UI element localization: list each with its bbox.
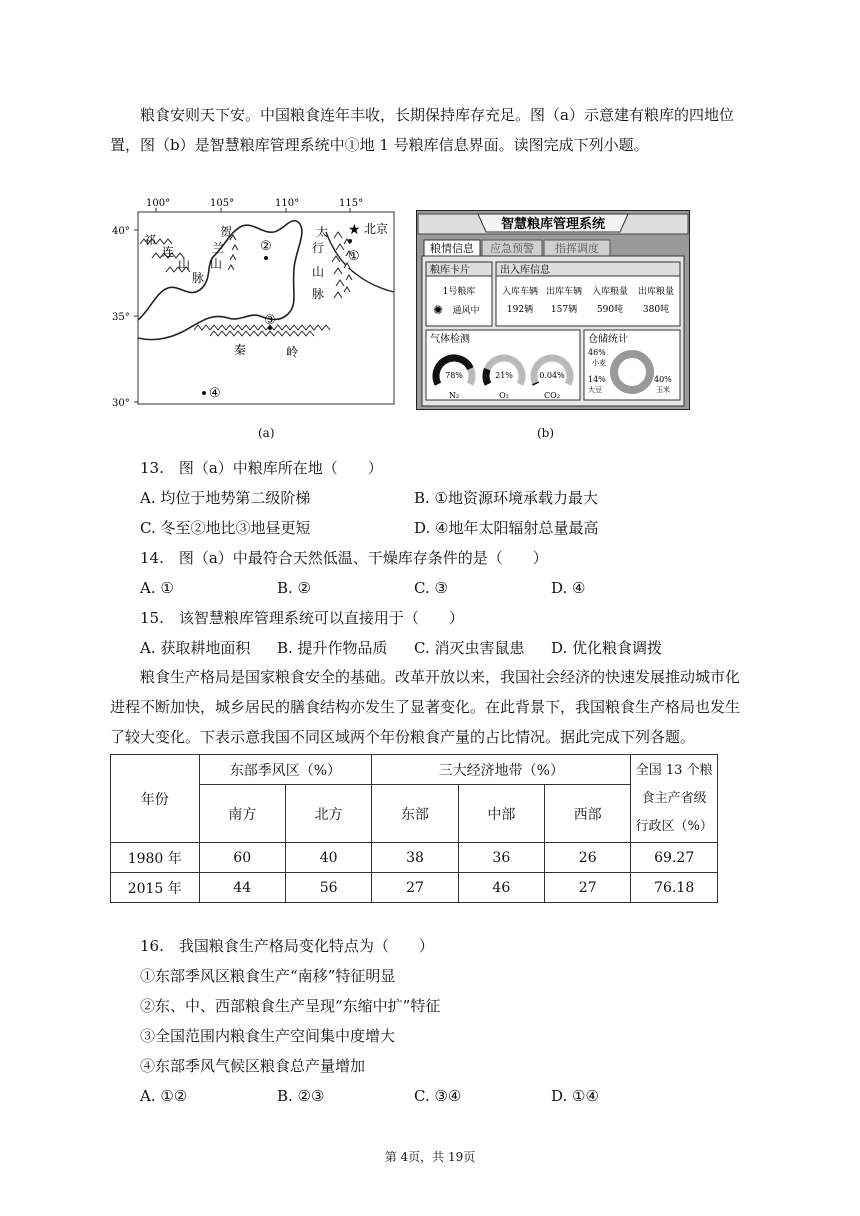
table-cell: 38 bbox=[372, 843, 458, 873]
qilian-label: 脉 bbox=[192, 271, 205, 285]
q14-stem: 14. 图（a）中最符合天然低温、干燥库存条件的是（ ） bbox=[140, 549, 548, 567]
table-cell: 46 bbox=[458, 873, 544, 903]
taihang-label: 脉 bbox=[312, 287, 325, 301]
q14-option-a[interactable]: A. ① bbox=[140, 579, 174, 597]
table-cell: 27 bbox=[545, 873, 631, 903]
gas-label: CO₂ bbox=[544, 391, 560, 400]
granary-name: 1号粮库 bbox=[442, 287, 476, 297]
tab-label: 粮情信息 bbox=[430, 242, 474, 255]
system-title: 智慧粮库管理系统 bbox=[500, 217, 606, 232]
lon-tick: 110° bbox=[275, 198, 300, 209]
table-header-year: 年份 bbox=[111, 755, 200, 843]
site-2-label: ② bbox=[260, 239, 272, 254]
q16-statement-3: ③全国范围内粮食生产空间集中度增大 bbox=[140, 1027, 396, 1045]
q16-statement-1: ①东部季风区粮食生产“南移”特征明显 bbox=[140, 967, 396, 985]
gas-label: O₂ bbox=[499, 391, 509, 400]
tab-label: 指挥调度 bbox=[555, 242, 599, 255]
lon-tick: 105° bbox=[210, 198, 235, 209]
io-header: 出库粮量 bbox=[637, 287, 675, 297]
figure-a-caption: (a) bbox=[258, 426, 275, 440]
fan-icon: ✺ bbox=[432, 303, 444, 317]
table-header-line: 全国 13 个粮 bbox=[635, 762, 713, 778]
table-header-group: 东部季风区（%） bbox=[199, 755, 372, 785]
table-subheader: 西部 bbox=[545, 785, 631, 843]
storage-name: 小麦 bbox=[592, 359, 606, 367]
qilian-label: 山 bbox=[178, 257, 191, 271]
q13-stem: 13. 图（a）中粮库所在地（ ） bbox=[140, 459, 383, 477]
q13-option-a[interactable]: A. 均位于地势第二级阶梯 bbox=[140, 489, 311, 507]
gas-gauge-fill bbox=[486, 369, 488, 384]
gas-value: 21% bbox=[495, 371, 513, 380]
q16-option-d[interactable]: D. ①④ bbox=[551, 1087, 599, 1105]
helan-label: 贺 bbox=[220, 225, 233, 239]
q14-option-b[interactable]: B. ② bbox=[277, 579, 312, 597]
qinling-mountain-symbol bbox=[194, 325, 330, 336]
table-subheader: 东部 bbox=[372, 785, 458, 843]
q15-stem: 15. 该智慧粮库管理系统可以直接用于（ ） bbox=[140, 609, 464, 627]
grain-share-table bbox=[110, 754, 718, 903]
q15-option-b[interactable]: B. 提升作物品质 bbox=[277, 639, 388, 657]
table-cell: 36 bbox=[458, 843, 544, 873]
gas-value: 78% bbox=[445, 371, 463, 380]
table-cell: 44 bbox=[199, 873, 285, 903]
q16-stem: 16. 我国粮食生产格局变化特点为（ ） bbox=[140, 937, 434, 955]
qinling-label: 岭 bbox=[286, 345, 299, 359]
table-cell: 1980 年 bbox=[111, 843, 200, 873]
figure-b-panel bbox=[416, 210, 690, 410]
helan-label: 山 bbox=[210, 257, 223, 271]
figure-a-map bbox=[110, 192, 400, 416]
figure-b-caption: (b) bbox=[537, 426, 555, 440]
table-cell: 2015 年 bbox=[111, 873, 200, 903]
lat-tick: 40° bbox=[112, 226, 130, 237]
passage-2: 粮食生产格局是国家粮食安全的基础。改革开放以来，我国社会经济的快速发展推动城市化进程不断加快，城乡居民的膳食结构亦发生了显著变化。在此背景下，我国粮食生产格局也发生了较大变化。下表示意我国不同区域两个年份粮食产量的占比情况。据此完成下列各题。 bbox=[110, 668, 741, 746]
site-1-label: ① bbox=[348, 249, 360, 264]
q15-option-a[interactable]: A. 获取耕地面积 bbox=[140, 639, 251, 657]
gas-label: N₂ bbox=[448, 391, 460, 400]
lon-tick: 100° bbox=[146, 198, 171, 209]
q14-option-c[interactable]: C. ③ bbox=[414, 579, 448, 597]
storage-pct: 40% bbox=[654, 375, 672, 384]
helan-mountain-symbol bbox=[228, 235, 238, 270]
table-cell: 60 bbox=[199, 843, 285, 873]
site-3-label: ③ bbox=[264, 313, 276, 328]
table-subheader: 中部 bbox=[458, 785, 544, 843]
table-cell: 56 bbox=[285, 873, 371, 903]
table-row bbox=[111, 843, 718, 873]
q16-statement-2: ②东、中、西部粮食生产呈现“东缩中扩”特征 bbox=[140, 997, 441, 1015]
qinling-label: 秦 bbox=[234, 343, 247, 357]
q13-option-c[interactable]: C. 冬至②地比③地昼更短 bbox=[140, 519, 311, 537]
q13-option-d[interactable]: D. ④地年太阳辐射总量最高 bbox=[414, 519, 599, 537]
table-subheader: 南方 bbox=[199, 785, 285, 843]
page-footer: 第 4页，共 19页 bbox=[384, 1150, 476, 1164]
io-value: 192辆 bbox=[506, 305, 534, 315]
lat-tick: 35° bbox=[112, 312, 130, 323]
q15-option-d[interactable]: D. 优化粮食调拨 bbox=[551, 639, 663, 657]
storage-title: 仓储统计 bbox=[588, 334, 628, 345]
q16-option-a[interactable]: A. ①② bbox=[140, 1087, 188, 1105]
q15-option-c[interactable]: C. 消灭虫害鼠患 bbox=[414, 639, 525, 657]
lat-tick: 30° bbox=[112, 398, 130, 409]
tab-label: 应急预警 bbox=[490, 242, 534, 255]
taihang-label: 太 bbox=[316, 225, 329, 239]
storage-name: 大豆 bbox=[588, 386, 602, 394]
lon-tick: 115° bbox=[339, 198, 364, 209]
card-title: 粮库卡片 bbox=[430, 265, 470, 276]
table-row bbox=[111, 873, 718, 903]
io-header: 入库粮量 bbox=[591, 287, 629, 297]
gas-value: 0.04% bbox=[539, 371, 565, 380]
site-4-label: ④ bbox=[209, 386, 221, 401]
q16-statement-4: ④东部季风气候区粮食总产量增加 bbox=[140, 1057, 366, 1075]
table-cell: 27 bbox=[372, 873, 458, 903]
table-cell: 69.27 bbox=[631, 843, 718, 873]
gas-title: 气体检测 bbox=[430, 334, 470, 345]
q13-option-b[interactable]: B. ①地资源环境承载力最大 bbox=[414, 489, 599, 507]
table-header-group: 三大经济地带（%） bbox=[372, 755, 631, 785]
site-1-marker bbox=[348, 239, 352, 243]
io-header: 出库车辆 bbox=[545, 287, 583, 297]
storage-pct: 14% bbox=[588, 375, 606, 384]
table-cell: 40 bbox=[285, 843, 371, 873]
table-header-line: 食主产省级 bbox=[641, 790, 707, 806]
beijing-star-icon: ★ bbox=[348, 222, 361, 238]
beijing-label: 北京 bbox=[364, 222, 389, 236]
storage-pct: 46% bbox=[588, 348, 606, 357]
table-subheader: 北方 bbox=[285, 785, 371, 843]
table-cell: 76.18 bbox=[631, 873, 718, 903]
qilian-label: 连 bbox=[162, 245, 175, 259]
taihang-label: 行 bbox=[312, 241, 325, 255]
site-4-marker bbox=[202, 391, 206, 395]
table-cell: 26 bbox=[545, 843, 631, 873]
granary-status: 通风中 bbox=[452, 306, 480, 316]
storage-name: 玉米 bbox=[656, 386, 670, 394]
helan-label: 兰 bbox=[212, 241, 225, 255]
site-2-marker bbox=[264, 256, 268, 260]
io-title: 出入库信息 bbox=[500, 265, 550, 276]
io-value: 380吨 bbox=[642, 305, 670, 315]
qilian-label: 祁 bbox=[144, 233, 157, 247]
table-header-line: 行政区（%） bbox=[635, 818, 713, 834]
q16-option-b[interactable]: B. ②③ bbox=[277, 1087, 325, 1105]
io-header: 入库车辆 bbox=[501, 287, 539, 297]
q14-option-d[interactable]: D. ④ bbox=[551, 579, 586, 597]
io-value: 157辆 bbox=[550, 305, 578, 315]
intro-paragraph: 粮食安则天下安。中国粮食连年丰收，长期保持库存充足。图（a）示意建有粮库的四地位置，图（b）是智慧粮库管理系统中①地 1 号粮库信息界面。读图完成下列小题。 bbox=[110, 106, 734, 154]
gas-gauge-fill bbox=[535, 383, 536, 384]
table-header-group bbox=[631, 755, 718, 843]
taihang-label: 山 bbox=[312, 265, 325, 279]
q16-option-c[interactable]: C. ③④ bbox=[414, 1087, 462, 1105]
io-value: 590吨 bbox=[596, 305, 624, 315]
